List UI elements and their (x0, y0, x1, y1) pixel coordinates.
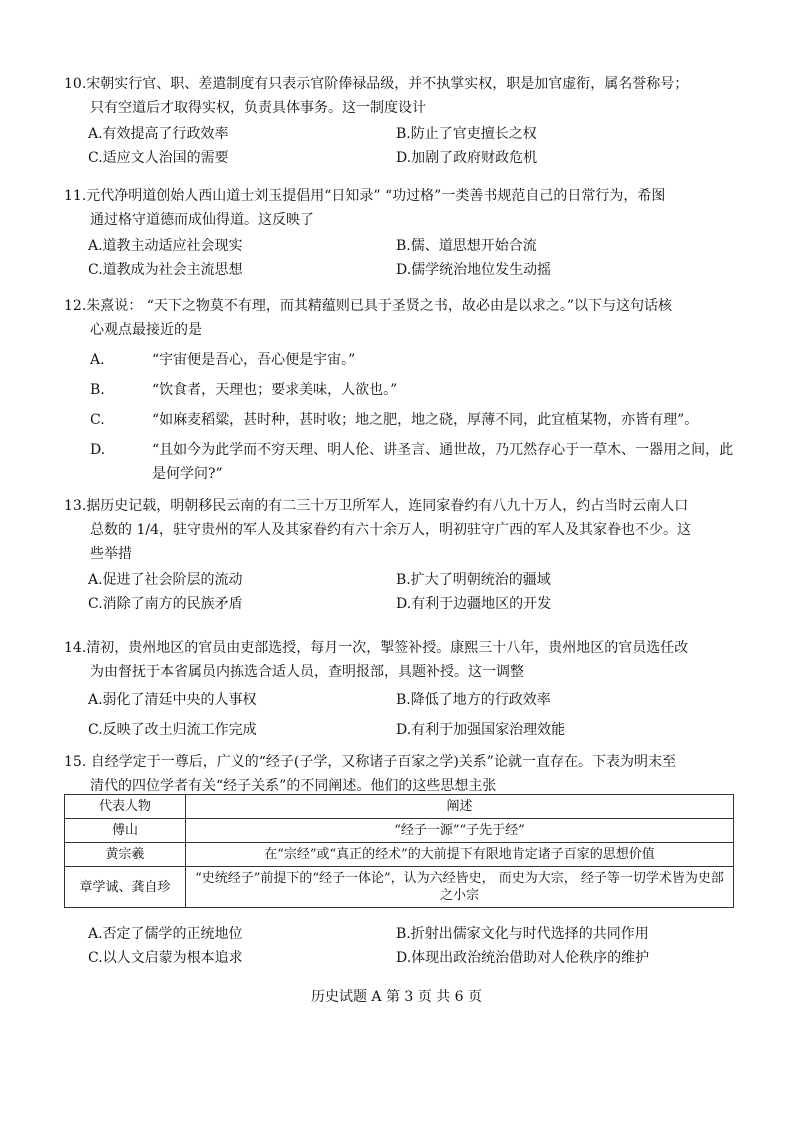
option-c[interactable]: C.消除了南方的民族矛盾 (88, 596, 243, 612)
option-letter: A. (90, 352, 105, 368)
option-d[interactable]: D.加剧了政府财政危机 (396, 150, 538, 166)
question-stem (64, 294, 734, 342)
table-cell: 黄宗羲 (65, 843, 186, 867)
question-stem (64, 636, 734, 684)
option-c[interactable]: C.适应文人治国的需要 (88, 150, 229, 166)
table-cell: 傅山 (65, 819, 186, 843)
option-d[interactable] (64, 438, 734, 486)
option-b[interactable]: B.儒、道思想开始合流 (396, 238, 537, 254)
options (64, 122, 734, 170)
stem-line: 13.据历史记载，明朝移民云南的有二三十万卫所军人，连同家眷约有八九十万人，约占当时云南人口 (64, 498, 689, 514)
option-c[interactable]: C.以人文启蒙为根本追求 (88, 950, 243, 966)
option-d[interactable]: D.有利于加强国家治理效能 (396, 722, 566, 738)
option-b[interactable]: B.降低了地方的行政效率 (396, 692, 551, 708)
table-row (65, 819, 734, 843)
question-stem (64, 750, 734, 798)
question-15 (64, 750, 734, 798)
scholars-table (64, 794, 734, 908)
question-stem (64, 494, 734, 566)
question-stem (64, 72, 734, 120)
option-c[interactable]: C.道教成为社会主流思想 (88, 262, 243, 278)
option-letter: B. (90, 382, 105, 398)
option-b[interactable]: B.扩大了明朝统治的疆域 (396, 572, 551, 588)
option-b[interactable]: B.折射出儒家文化与时代选择的共同作用 (396, 926, 649, 942)
stem-line: 心观点最接近的是 (90, 322, 202, 338)
table-header: 阐述 (186, 795, 734, 819)
option-b[interactable]: B.防止了官吏擅长之权 (396, 126, 537, 142)
option-d[interactable]: D.体现出政治统治借助对人伦秩序的维护 (396, 950, 650, 966)
option-a[interactable] (64, 348, 734, 372)
page-footer: 历史试题 A 第 3 页 共 6 页 (310, 989, 483, 1005)
table-row (65, 843, 734, 867)
table-cell: 章学诚、龚自珍 (65, 867, 186, 908)
option-a[interactable]: A.否定了儒学的正统地位 (88, 926, 243, 942)
question-10 (64, 72, 734, 170)
table-cell: “经子一源”“子先于经” (186, 819, 734, 843)
stem-line: 11.元代净明道创始人西山道士刘玉提倡用“日知录” “功过格”一类善书规范自己的日常行为，希图 (64, 188, 666, 204)
option-d[interactable]: D.儒学统治地位发生动摇 (396, 262, 552, 278)
stem-line: 14.清初，贵州地区的官员由吏部选授，每月一次，掣签补授。康熙三十八年，贵州地区的官员选任改 (64, 640, 689, 656)
option-letter: D. (90, 442, 106, 458)
table-cell: 在“宗经”或“真正的经术”的大前提下有限地肯定诸子百家的思想价值 (186, 843, 734, 867)
option-a[interactable]: A.道教主动适应社会现实 (88, 238, 243, 254)
stem-line: 10.宋朝实行官、职、差遣制度有只表示官阶俸禄品级，并不执掌实权，职是加官虚衔，属名誉称号； (64, 76, 689, 92)
options (64, 922, 734, 970)
option-text: “且如今为此学而不穷天理、明人伦、讲圣言、通世故，乃兀然存心于一草木、一器用之间，此是何学问?” (152, 442, 734, 482)
question-11 (64, 184, 734, 282)
question-13 (64, 494, 734, 616)
option-b[interactable] (64, 378, 734, 402)
option-c[interactable]: C.反映了改土归流工作完成 (88, 722, 257, 738)
stem-line: 12.朱熹说： “天下之物莫不有理，而其精蕴则已具于圣贤之书，故必由是以求之。”以下与这句话核 (64, 298, 673, 314)
option-a[interactable]: A.有效提高了行政效率 (88, 126, 229, 142)
stem-line: 清代的四位学者有关“经子关系”的不同阐述。他们的这些思想主张 (90, 778, 497, 794)
options (64, 348, 734, 486)
stem-line: 通过格守道德而成仙得道。这反映了 (90, 212, 314, 228)
table-row (65, 867, 734, 908)
table-header: 代表人物 (65, 795, 186, 819)
option-c[interactable] (64, 408, 734, 432)
stem-line: 为由督抚于本省属员内拣选合适人员，查明报部，具题补授。这一调整 (90, 664, 524, 680)
question-15-options-block (64, 920, 734, 970)
options (64, 568, 734, 616)
table-cell: “史统经子”前提下的“经子一体论”，认为六经皆史， 而史为大宗， 经子等一切学术皆为史部之小宗 (186, 867, 734, 908)
option-text: “饮食者，天理也；要求美味，人欲也。” (152, 382, 398, 398)
stem-line: 些举措 (90, 546, 132, 562)
option-a[interactable]: A.促进了社会阶层的流动 (88, 572, 243, 588)
question-stem (64, 184, 734, 232)
table-header-row (65, 795, 734, 819)
stem-line: 15. 自经学定于一尊后，广义的“经子(子学，又称诸子百家之学)关系”论就一直存在。下表为明末至 (64, 754, 676, 770)
option-text: “宇宙便是吾心，吾心便是宇宙。” (152, 352, 356, 368)
option-text: “如麻麦稻粱，甚时种，甚时收；地之肥，地之硗，厚薄不同，此宜植某物，亦皆有理”。 (152, 412, 699, 428)
options (64, 688, 734, 744)
stem-line: 总数的 1/4，驻守贵州的军人及其家眷约有六十余万人，明初驻守广西的军人及其家眷也不少。这 (90, 522, 691, 538)
question-14 (64, 636, 734, 744)
question-12 (64, 294, 734, 492)
stem-line: 只有空道后才取得实权，负责具体事务。这一制度设计 (90, 100, 426, 116)
option-a[interactable]: A.弱化了清廷中央的人事权 (88, 692, 257, 708)
option-letter: C. (90, 412, 105, 428)
options (64, 234, 734, 282)
option-d[interactable]: D.有利于边疆地区的开发 (396, 596, 552, 612)
